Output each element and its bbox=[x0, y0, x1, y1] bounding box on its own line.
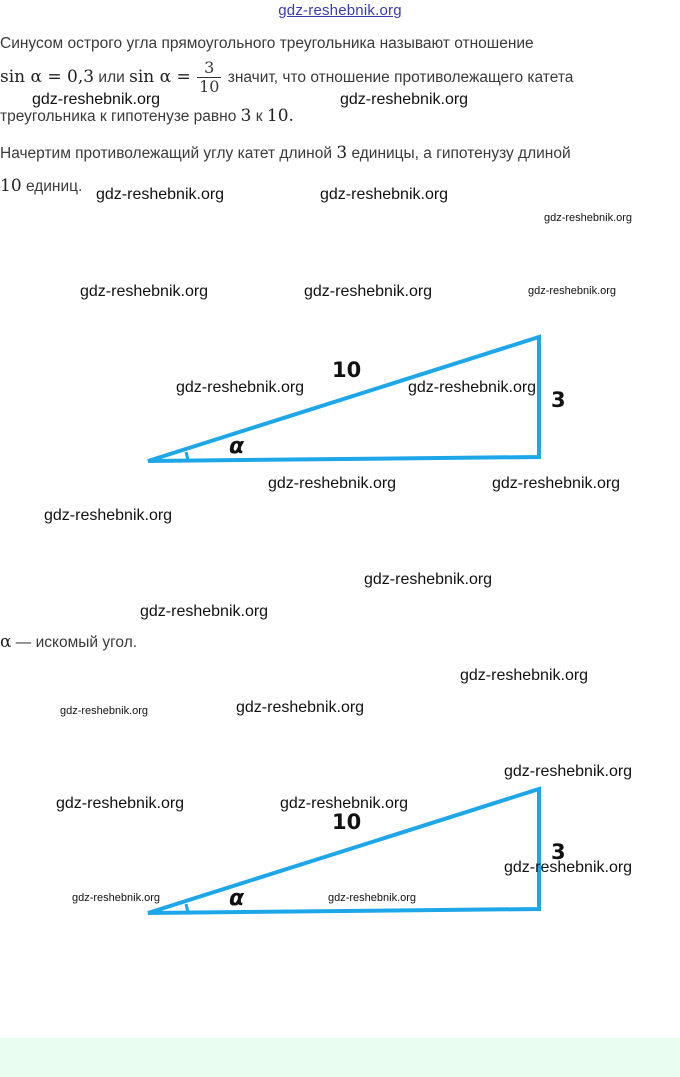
paragraph-conclusion bbox=[0, 631, 680, 654]
watermark: gdz-reshebnik.org bbox=[56, 795, 185, 812]
definition-text: Синусом острого угла прямоугольного треугольника называют отношение bbox=[0, 35, 534, 52]
watermark: gdz-reshebnik.org bbox=[236, 699, 365, 716]
watermark: gdz-reshebnik.org bbox=[504, 859, 633, 876]
watermark: gdz-reshebnik.org bbox=[96, 186, 225, 203]
hypotenuse-label: 10 bbox=[332, 810, 362, 834]
watermark: gdz-reshebnik.org bbox=[320, 186, 449, 203]
footer-band bbox=[0, 1038, 680, 1077]
watermark: gdz-reshebnik.org bbox=[544, 212, 633, 224]
watermark: gdz-reshebnik.org bbox=[408, 379, 537, 396]
paragraph-construction-line1 bbox=[0, 142, 680, 165]
watermark: gdz-reshebnik.org bbox=[340, 91, 469, 108]
construction-text-a: Начертим противолежащий углу катет длиной bbox=[0, 145, 333, 162]
paragraph-definition-line1 bbox=[0, 33, 680, 55]
angle-label: α bbox=[229, 886, 245, 911]
fraction-numerator: 3 bbox=[197, 59, 221, 78]
watermark: gdz-reshebnik.org bbox=[364, 571, 493, 588]
watermark: gdz-reshebnik.org bbox=[176, 379, 305, 396]
ratio-k: к bbox=[255, 108, 263, 125]
conclusion-text: — искомый угол. bbox=[15, 634, 138, 651]
angle-label: α bbox=[229, 434, 245, 459]
watermark: gdz-reshebnik.org bbox=[44, 507, 173, 524]
fraction bbox=[197, 59, 221, 96]
watermark: gdz-reshebnik.org bbox=[80, 283, 209, 300]
ratio-number-2: 10. bbox=[266, 106, 294, 126]
angle-arc bbox=[186, 904, 188, 912]
fraction-denominator: 10 bbox=[199, 77, 220, 97]
alpha-symbol: α bbox=[0, 632, 12, 652]
triangle-shape bbox=[148, 337, 539, 461]
watermark: gdz-reshebnik.org bbox=[528, 285, 617, 297]
watermark: gdz-reshebnik.org bbox=[72, 892, 161, 904]
watermark: gdz-reshebnik.org bbox=[280, 795, 409, 812]
construction-units: единиц. bbox=[25, 178, 83, 195]
leg-length: 3 bbox=[336, 143, 348, 163]
sin-expression-2: sin α = bbox=[129, 67, 191, 87]
leg-label: 3 bbox=[551, 840, 566, 864]
watermark: gdz-reshebnik.org bbox=[32, 91, 161, 108]
or-word: или bbox=[98, 69, 125, 86]
angle-arc bbox=[186, 452, 188, 460]
definition-tail: значит, что отношение противолежащего катета bbox=[227, 69, 574, 86]
ratio-text: треугольника к гипотенузе равно bbox=[0, 108, 237, 125]
watermark: gdz-reshebnik.org bbox=[504, 763, 633, 780]
watermark: gdz-reshebnik.org bbox=[492, 475, 621, 492]
hypotenuse-label: 10 bbox=[332, 358, 362, 382]
ratio-number-1: 3 bbox=[240, 106, 252, 126]
watermark: gdz-reshebnik.org bbox=[268, 475, 397, 492]
sin-expression-1: sin α = 0,3 bbox=[0, 67, 95, 87]
watermark: gdz-reshebnik.org bbox=[328, 892, 417, 904]
watermark: gdz-reshebnik.org bbox=[140, 603, 269, 620]
hypotenuse-length: 10 bbox=[0, 176, 22, 196]
watermark: gdz-reshebnik.org bbox=[460, 667, 589, 684]
construction-text-b: единицы, а гипотенузу длиной bbox=[351, 145, 571, 162]
site-link[interactable]: gdz-reshebnik.org bbox=[278, 2, 402, 19]
watermark: gdz-reshebnik.org bbox=[304, 283, 433, 300]
triangle-figure-1 bbox=[0, 320, 680, 480]
leg-label: 3 bbox=[551, 388, 566, 412]
watermark: gdz-reshebnik.org bbox=[60, 705, 149, 717]
